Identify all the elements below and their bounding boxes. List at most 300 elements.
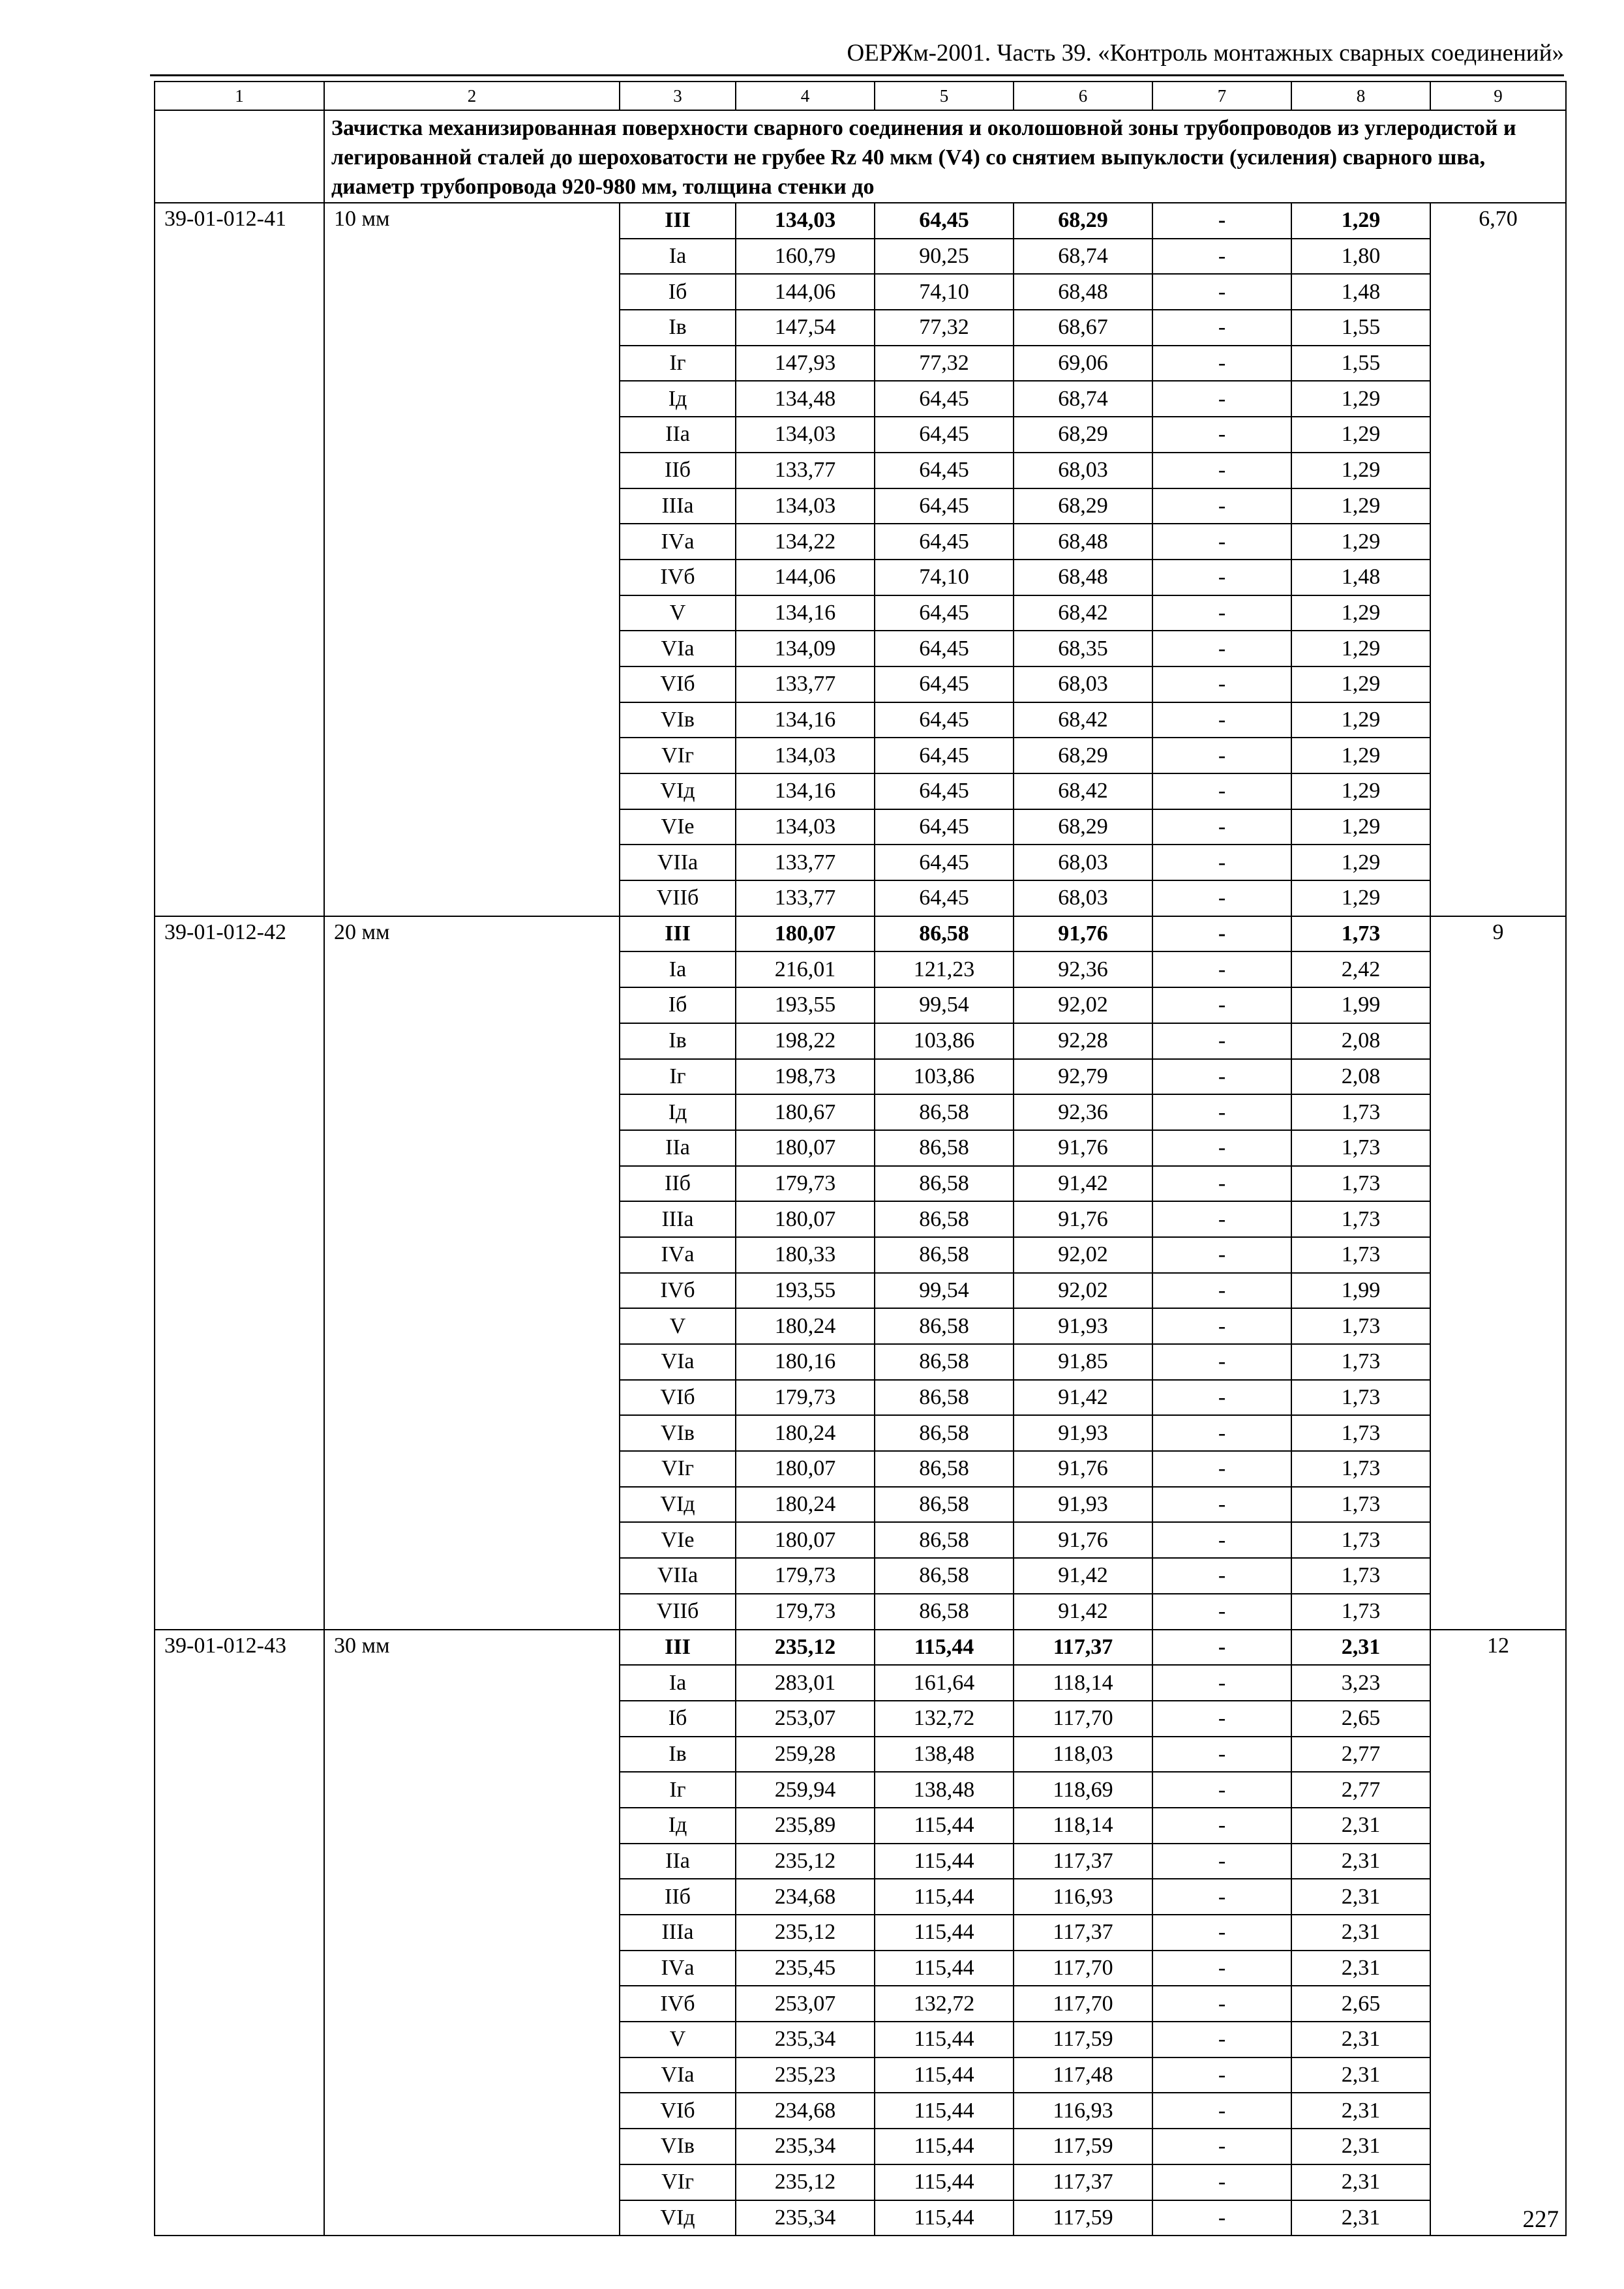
table-cell: 179,73 [736,1166,875,1202]
table-cell: VIг [620,2164,736,2200]
table-cell: 2,31 [1291,2200,1430,2236]
page-number: 227 [1522,2206,1559,2233]
table-cell: 259,28 [736,1737,875,1773]
table-cell: 99,54 [875,987,1014,1023]
table-cell: 64,45 [875,524,1014,560]
table-cell: 180,07 [736,1451,875,1487]
table-cell: 1,48 [1291,560,1430,595]
rate-code: 39-01-012-42 [155,916,324,1630]
table-cell: - [1152,2129,1291,2164]
table-cell: 115,44 [875,2200,1014,2236]
table-cell: 86,58 [875,1094,1014,1130]
column-9-value: 9 [1430,916,1566,1630]
table-cell: 133,77 [736,880,875,916]
table-cell: 90,25 [875,239,1014,275]
table-cell: 253,07 [736,1701,875,1737]
table-cell: 117,37 [1014,1915,1152,1951]
table-cell: 68,29 [1014,809,1152,845]
table-cell: 117,48 [1014,2057,1152,2093]
table-cell: 92,02 [1014,987,1152,1023]
table-cell: - [1152,1986,1291,2022]
table-cell: - [1152,1415,1291,1451]
table-cell: Iд [620,1094,736,1130]
table-cell: 1,73 [1291,1237,1430,1273]
table-cell: 86,58 [875,1380,1014,1416]
table-cell: 103,86 [875,1023,1014,1059]
table-cell: 64,45 [875,203,1014,239]
table-cell: Iг [620,1059,736,1095]
wall-thickness: 30 мм [324,1630,620,2236]
table-cell: - [1152,2164,1291,2200]
table-cell: 91,76 [1014,916,1152,952]
table-cell: 99,54 [875,1273,1014,1309]
table-cell: 117,59 [1014,2200,1152,2236]
table-cell: 2,65 [1291,1986,1430,2022]
table-cell: 64,45 [875,738,1014,773]
table-cell: 117,59 [1014,2022,1152,2057]
table-cell: IIа [620,417,736,453]
column-number: 1 [155,82,324,110]
table-cell: 86,58 [875,1130,1014,1166]
table-description: Зачистка механизированная поверхности сварного соединения и околошовной зоны трубопроводов из углеродистой и легированной сталей до шероховатости не грубее Rz 40 мкм (V4) со снятием выпуклости (усиления) сварного шва, диаметр трубопровода 920-980 мм, толщина стенки до [324,110,1566,203]
table-cell: 2,08 [1291,1059,1430,1095]
table-cell: 68,42 [1014,702,1152,738]
table-cell: 69,06 [1014,346,1152,382]
column-number: 3 [620,82,736,110]
table-cell: 1,73 [1291,1308,1430,1344]
table-cell: IVб [620,1986,736,2022]
table-cell: VIв [620,2129,736,2164]
table-cell: VIа [620,2057,736,2093]
table-cell: 68,03 [1014,666,1152,702]
table-cell: 1,29 [1291,524,1430,560]
table-row [155,203,1566,239]
table-cell: - [1152,1630,1291,1666]
table-cell: - [1152,524,1291,560]
table-cell: - [1152,845,1291,880]
table-cell: - [1152,488,1291,524]
table-cell: - [1152,346,1291,382]
table-cell: VIб [620,666,736,702]
table-cell: - [1152,880,1291,916]
table-cell: VIа [620,631,736,666]
table-cell: 91,76 [1014,1201,1152,1237]
table-cell: 1,29 [1291,738,1430,773]
table-cell: - [1152,1201,1291,1237]
table-cell: 134,16 [736,773,875,809]
table-cell: 68,48 [1014,560,1152,595]
table-cell: 64,45 [875,631,1014,666]
table-cell: - [1152,239,1291,275]
table-cell: 198,22 [736,1023,875,1059]
table-cell: 1,29 [1291,595,1430,631]
table-cell: - [1152,1772,1291,1808]
table-cell: 1,29 [1291,666,1430,702]
table-cell: - [1152,2022,1291,2057]
table-cell: - [1152,310,1291,346]
table-cell: 1,29 [1291,809,1430,845]
rates-table [154,81,1567,2236]
table-cell: 64,45 [875,845,1014,880]
table-cell: 179,73 [736,1380,875,1416]
table-cell: 117,37 [1014,1844,1152,1879]
table-cell: IIа [620,1130,736,1166]
table-cell: 117,37 [1014,2164,1152,2200]
table-cell: 179,73 [736,1558,875,1594]
table-cell: 92,79 [1014,1059,1152,1095]
table-cell: 1,29 [1291,773,1430,809]
table-cell: 117,70 [1014,1951,1152,1986]
table-cell: 180,16 [736,1344,875,1380]
table-cell: 1,48 [1291,274,1430,310]
table-cell: - [1152,560,1291,595]
table-cell: 180,67 [736,1094,875,1130]
table-cell: - [1152,1273,1291,1309]
table-cell: 86,58 [875,1451,1014,1487]
table-cell: - [1152,1130,1291,1166]
table-cell: IIа [620,1844,736,1879]
table-cell: 86,58 [875,1237,1014,1273]
table-cell: 86,58 [875,1415,1014,1451]
table-cell: 1,73 [1291,1166,1430,1202]
table-cell: 147,54 [736,310,875,346]
table-cell: 118,69 [1014,1772,1152,1808]
table-cell: 283,01 [736,1665,875,1701]
table-cell: 115,44 [875,1879,1014,1915]
table-cell: - [1152,666,1291,702]
table-cell: 64,45 [875,702,1014,738]
table-cell: - [1152,2200,1291,2236]
table-cell: III [620,916,736,952]
table-cell: - [1152,1344,1291,1380]
table-cell: 1,73 [1291,1380,1430,1416]
table-cell: 64,45 [875,453,1014,488]
table-cell: 134,03 [736,203,875,239]
column-number: 7 [1152,82,1291,110]
table-cell: - [1152,631,1291,666]
table-cell: - [1152,809,1291,845]
table-cell: 2,31 [1291,1951,1430,1986]
table-cell: Iг [620,1772,736,1808]
table-cell: 138,48 [875,1737,1014,1773]
table-cell: - [1152,1737,1291,1773]
table-cell: 86,58 [875,1201,1014,1237]
table-cell: 1,29 [1291,880,1430,916]
table-cell: 235,12 [736,1630,875,1666]
table-cell: IVб [620,1273,736,1309]
table-cell: 68,48 [1014,524,1152,560]
table-cell: Iд [620,1808,736,1844]
table-cell: 68,67 [1014,310,1152,346]
table-cell: 180,24 [736,1308,875,1344]
table-cell: 86,58 [875,1522,1014,1558]
table-cell: 144,06 [736,560,875,595]
table-cell: 234,68 [736,1879,875,1915]
table-cell: Iб [620,1701,736,1737]
column-9-value: 6,70 [1430,203,1566,916]
table-cell: 1,73 [1291,1344,1430,1380]
table-cell: 92,36 [1014,1094,1152,1130]
table-cell: 86,58 [875,1558,1014,1594]
table-cell: 118,14 [1014,1665,1152,1701]
table-cell: - [1152,1844,1291,1879]
table-cell: 1,29 [1291,488,1430,524]
table-cell: 86,58 [875,1594,1014,1630]
table-cell: - [1152,274,1291,310]
table-cell: 2,31 [1291,1879,1430,1915]
wall-thickness: 10 мм [324,203,620,916]
table-cell: 64,45 [875,488,1014,524]
table-cell: 64,45 [875,880,1014,916]
table-cell: - [1152,1237,1291,1273]
table-cell: 180,24 [736,1415,875,1451]
table-cell: 198,73 [736,1059,875,1095]
table-cell: 117,70 [1014,1986,1152,2022]
table-cell: 64,45 [875,809,1014,845]
table-cell: IIIа [620,488,736,524]
table-cell: - [1152,417,1291,453]
table-cell: 2,08 [1291,1023,1430,1059]
table-cell: 1,80 [1291,239,1430,275]
table-cell: 115,44 [875,2129,1014,2164]
table-cell: 86,58 [875,1344,1014,1380]
table-cell: 235,45 [736,1951,875,1986]
title-spacer [155,110,324,203]
table-cell: 1,73 [1291,1451,1430,1487]
table-cell: 3,23 [1291,1665,1430,1701]
table-cell: 235,12 [736,1915,875,1951]
wall-thickness: 20 мм [324,916,620,1630]
table-cell: 132,72 [875,1986,1014,2022]
table-cell: 68,03 [1014,453,1152,488]
table-cell: 134,03 [736,738,875,773]
table-cell: - [1152,1879,1291,1915]
table-cell: 134,22 [736,524,875,560]
table-cell: 91,93 [1014,1415,1152,1451]
table-cell: - [1152,1487,1291,1523]
table-cell: 2,31 [1291,2129,1430,2164]
table-cell: - [1152,1522,1291,1558]
table-cell: 77,32 [875,346,1014,382]
table-cell: - [1152,1594,1291,1630]
table-cell: 91,76 [1014,1451,1152,1487]
table-cell: Iб [620,987,736,1023]
table-cell: 234,68 [736,2093,875,2129]
table-cell: 103,86 [875,1059,1014,1095]
table-cell: VIа [620,1344,736,1380]
table-cell: 133,77 [736,453,875,488]
table-cell: 1,99 [1291,987,1430,1023]
table-cell: Iб [620,274,736,310]
table-cell: Iв [620,310,736,346]
table-cell: 235,89 [736,1808,875,1844]
table-cell: 2,31 [1291,2093,1430,2129]
table-cell: 1,73 [1291,1594,1430,1630]
table-cell: 1,73 [1291,1522,1430,1558]
column-number: 5 [875,82,1014,110]
table-cell: 134,16 [736,702,875,738]
table-cell: 118,14 [1014,1808,1152,1844]
table-cell: - [1152,595,1291,631]
column-number: 9 [1430,82,1566,110]
table-cell: 1,73 [1291,1130,1430,1166]
table-cell: 180,33 [736,1237,875,1273]
table-cell: 180,07 [736,1130,875,1166]
table-cell: 134,03 [736,809,875,845]
table-cell: VIг [620,738,736,773]
table-cell: 1,29 [1291,631,1430,666]
table-cell: 68,42 [1014,595,1152,631]
table-cell: 235,23 [736,2057,875,2093]
table-cell: 92,02 [1014,1273,1152,1309]
table-cell: IIIа [620,1915,736,1951]
table-cell: 180,07 [736,1201,875,1237]
table-cell: - [1152,1059,1291,1095]
table-cell: IVа [620,1237,736,1273]
table-cell: - [1152,2057,1291,2093]
table-cell: IVа [620,524,736,560]
table-cell: 115,44 [875,1630,1014,1666]
table-cell: VIб [620,1380,736,1416]
table-cell: 2,31 [1291,2057,1430,2093]
table-cell: 147,93 [736,346,875,382]
table-cell: 253,07 [736,1986,875,2022]
table-cell: 132,72 [875,1701,1014,1737]
table-cell: - [1152,987,1291,1023]
table-cell: 2,31 [1291,1915,1430,1951]
table-cell: Iа [620,951,736,987]
table-cell: VIд [620,1487,736,1523]
table-cell: 115,44 [875,2164,1014,2200]
table-cell: 133,77 [736,666,875,702]
column-9-value: 12 [1430,1630,1566,2236]
table-cell: IIб [620,1879,736,1915]
table-cell: 1,73 [1291,1094,1430,1130]
table-cell: 1,29 [1291,453,1430,488]
table-cell: 144,06 [736,274,875,310]
table-cell: 2,31 [1291,2022,1430,2057]
table-cell: 1,29 [1291,381,1430,417]
table-cell: 134,03 [736,417,875,453]
table-cell: 68,29 [1014,417,1152,453]
table-cell: 180,24 [736,1487,875,1523]
table-cell: 121,23 [875,951,1014,987]
table-cell: 1,29 [1291,203,1430,239]
table-cell: VIв [620,702,736,738]
table-cell: - [1152,203,1291,239]
table-cell: - [1152,2093,1291,2129]
table-cell: 193,55 [736,987,875,1023]
table-cell: - [1152,1380,1291,1416]
table-cell: 235,34 [736,2200,875,2236]
table-cell: 1,29 [1291,702,1430,738]
table-cell: VIIа [620,1558,736,1594]
table-cell: 2,31 [1291,2164,1430,2200]
table-cell: 116,93 [1014,1879,1152,1915]
table-cell: - [1152,1451,1291,1487]
table-cell: 64,45 [875,417,1014,453]
table-cell: VIб [620,2093,736,2129]
table-cell: 92,36 [1014,951,1152,987]
table-cell: - [1152,702,1291,738]
table-cell: 91,93 [1014,1308,1152,1344]
table-cell: V [620,2022,736,2057]
table-cell: 86,58 [875,1487,1014,1523]
table-cell: 68,29 [1014,203,1152,239]
table-cell: V [620,595,736,631]
table-cell: - [1152,1094,1291,1130]
table-cell: 68,03 [1014,880,1152,916]
table-cell: 68,48 [1014,274,1152,310]
table-cell: Iв [620,1737,736,1773]
table-cell: 1,73 [1291,1415,1430,1451]
table-cell: 180,07 [736,916,875,952]
column-number-row [155,82,1566,110]
table-cell: 74,10 [875,274,1014,310]
table-cell: VIд [620,773,736,809]
table-cell: 118,03 [1014,1737,1152,1773]
table-cell: 134,48 [736,381,875,417]
table-cell: - [1152,951,1291,987]
table-cell: 259,94 [736,1772,875,1808]
running-header: ОЕРЖм-2001. Часть 39. «Контроль монтажных сварных соединений» [847,40,1564,67]
table-cell: 86,58 [875,916,1014,952]
table-cell: 179,73 [736,1594,875,1630]
table-cell: 2,31 [1291,1630,1430,1666]
table-cell: III [620,1630,736,1666]
table-cell: Iа [620,1665,736,1701]
table-cell: V [620,1308,736,1344]
table-cell: 91,93 [1014,1487,1152,1523]
table-cell: 115,44 [875,1844,1014,1879]
title-row [155,110,1566,203]
table-cell: 77,32 [875,310,1014,346]
table-cell: IIб [620,453,736,488]
header-rule [150,74,1564,76]
table-cell: IIб [620,1166,736,1202]
table-body [155,82,1566,2236]
table-cell: - [1152,1308,1291,1344]
table-cell: - [1152,916,1291,952]
table-cell: 133,77 [736,845,875,880]
table-cell: 180,07 [736,1522,875,1558]
table-cell: - [1152,1166,1291,1202]
table-cell: 116,93 [1014,2093,1152,2129]
table-cell: 115,44 [875,1808,1014,1844]
table-cell: 68,03 [1014,845,1152,880]
table-cell: 1,73 [1291,1201,1430,1237]
table-cell: 115,44 [875,1915,1014,1951]
table-cell: 235,34 [736,2022,875,2057]
table-cell: 235,12 [736,1844,875,1879]
table-cell: - [1152,1701,1291,1737]
table-row [155,1630,1566,1666]
rate-code: 39-01-012-41 [155,203,324,916]
table-cell: 91,42 [1014,1166,1152,1202]
table-cell: 235,34 [736,2129,875,2164]
table-cell: VIг [620,1451,736,1487]
table-cell: VIе [620,1522,736,1558]
table-cell: Iг [620,346,736,382]
table-cell: Iа [620,239,736,275]
table-cell: 68,29 [1014,488,1152,524]
table-cell: 91,42 [1014,1558,1152,1594]
table-cell: 91,85 [1014,1344,1152,1380]
table-cell: 134,16 [736,595,875,631]
table-cell: 134,09 [736,631,875,666]
table-cell: 160,79 [736,239,875,275]
table-cell: 115,44 [875,1951,1014,1986]
